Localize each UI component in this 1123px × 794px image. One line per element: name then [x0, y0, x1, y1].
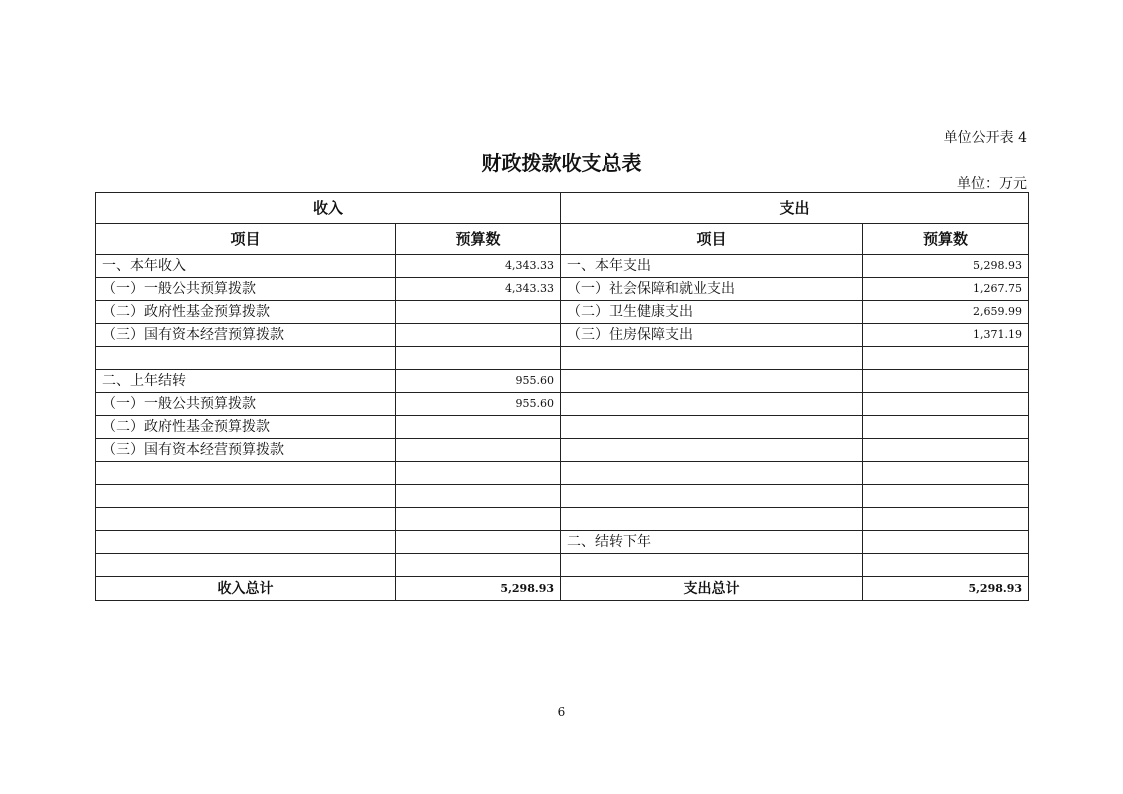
unit-label: 单位：万元 — [957, 176, 1027, 192]
income-item-cell — [96, 508, 396, 531]
table-code: 单位公开表 4 — [943, 130, 1027, 146]
table-row — [96, 531, 1029, 554]
income-item-cell: （三）国有资本经营预算拨款 — [96, 324, 396, 347]
expense-item-cell — [561, 508, 863, 531]
table-row — [96, 416, 1029, 439]
income-item-cell: （三）国有资本经营预算拨款 — [96, 439, 396, 462]
expense-value-cell: 2,659.99 — [863, 301, 1029, 324]
expense-value-cell — [863, 370, 1029, 393]
expense-item-cell — [561, 370, 863, 393]
income-item-cell — [96, 485, 396, 508]
expense-value-cell — [863, 531, 1029, 554]
fiscal-appropriation-table — [95, 192, 1029, 601]
table-section-header-row — [96, 193, 1029, 224]
income-value-cell — [396, 301, 561, 324]
expense-value-cell: 5,298.93 — [863, 255, 1029, 278]
expense-header: 支出 — [561, 193, 1029, 224]
income-item-cell — [96, 462, 396, 485]
expense-item-cell — [561, 554, 863, 577]
table-row — [96, 255, 1029, 278]
expense-value-cell — [863, 485, 1029, 508]
income-value-cell: 4,343.33 — [396, 255, 561, 278]
income-value-cell: 4,343.33 — [396, 278, 561, 301]
income-header: 收入 — [96, 193, 561, 224]
income-item-cell: 一、本年收入 — [96, 255, 396, 278]
table-row — [96, 508, 1029, 531]
expense-item-cell: 二、结转下年 — [561, 531, 863, 554]
expense-item-cell — [561, 347, 863, 370]
income-item-cell: （二）政府性基金预算拨款 — [96, 416, 396, 439]
income-value-cell — [396, 347, 561, 370]
table-row — [96, 370, 1029, 393]
income-item-cell: （二）政府性基金预算拨款 — [96, 301, 396, 324]
expense-total-value: 5,298.93 — [863, 577, 1029, 601]
table-row — [96, 462, 1029, 485]
expense-item-cell: （三）住房保障支出 — [561, 324, 863, 347]
expense-item-cell: 一、本年支出 — [561, 255, 863, 278]
income-total-value: 5,298.93 — [396, 577, 561, 601]
table-row — [96, 347, 1029, 370]
expense-item-cell: （一）社会保障和就业支出 — [561, 278, 863, 301]
table-column-header-row — [96, 224, 1029, 255]
expense-item-cell — [561, 416, 863, 439]
income-value-cell — [396, 485, 561, 508]
expense-value-cell — [863, 554, 1029, 577]
income-total-label: 收入总计 — [96, 577, 396, 601]
expense-budget-column-header: 预算数 — [863, 224, 1029, 255]
table-row — [96, 301, 1029, 324]
income-item-cell — [96, 554, 396, 577]
income-item-cell: （一）一般公共预算拨款 — [96, 393, 396, 416]
expense-value-cell — [863, 508, 1029, 531]
expense-item-cell — [561, 393, 863, 416]
income-value-cell — [396, 462, 561, 485]
expense-item-cell — [561, 485, 863, 508]
expense-item-column-header: 项目 — [561, 224, 863, 255]
page-title: 财政拨款收支总表 — [481, 151, 642, 175]
income-value-cell — [396, 416, 561, 439]
expense-value-cell — [863, 439, 1029, 462]
table-row — [96, 324, 1029, 347]
expense-value-cell: 1,267.75 — [863, 278, 1029, 301]
income-value-cell: 955.60 — [396, 393, 561, 416]
expense-item-cell: （二）卫生健康支出 — [561, 301, 863, 324]
expense-value-cell — [863, 393, 1029, 416]
table-row — [96, 554, 1029, 577]
table-row — [96, 439, 1029, 462]
income-value-cell — [396, 324, 561, 347]
income-value-cell: 955.60 — [396, 370, 561, 393]
total-row — [96, 577, 1029, 601]
expense-item-cell — [561, 462, 863, 485]
income-item-cell — [96, 531, 396, 554]
income-item-cell: （一）一般公共预算拨款 — [96, 278, 396, 301]
income-value-cell — [396, 554, 561, 577]
page-number: 6 — [557, 705, 566, 719]
income-item-cell: 二、上年结转 — [96, 370, 396, 393]
table-row — [96, 485, 1029, 508]
income-item-column-header: 项目 — [96, 224, 396, 255]
table-row — [96, 393, 1029, 416]
income-value-cell — [396, 439, 561, 462]
income-item-cell — [96, 347, 396, 370]
income-budget-column-header: 预算数 — [396, 224, 561, 255]
expense-value-cell: 1,371.19 — [863, 324, 1029, 347]
income-value-cell — [396, 508, 561, 531]
expense-value-cell — [863, 416, 1029, 439]
expense-value-cell — [863, 347, 1029, 370]
expense-total-label: 支出总计 — [561, 577, 863, 601]
expense-value-cell — [863, 462, 1029, 485]
income-value-cell — [396, 531, 561, 554]
expense-item-cell — [561, 439, 863, 462]
table-row — [96, 278, 1029, 301]
